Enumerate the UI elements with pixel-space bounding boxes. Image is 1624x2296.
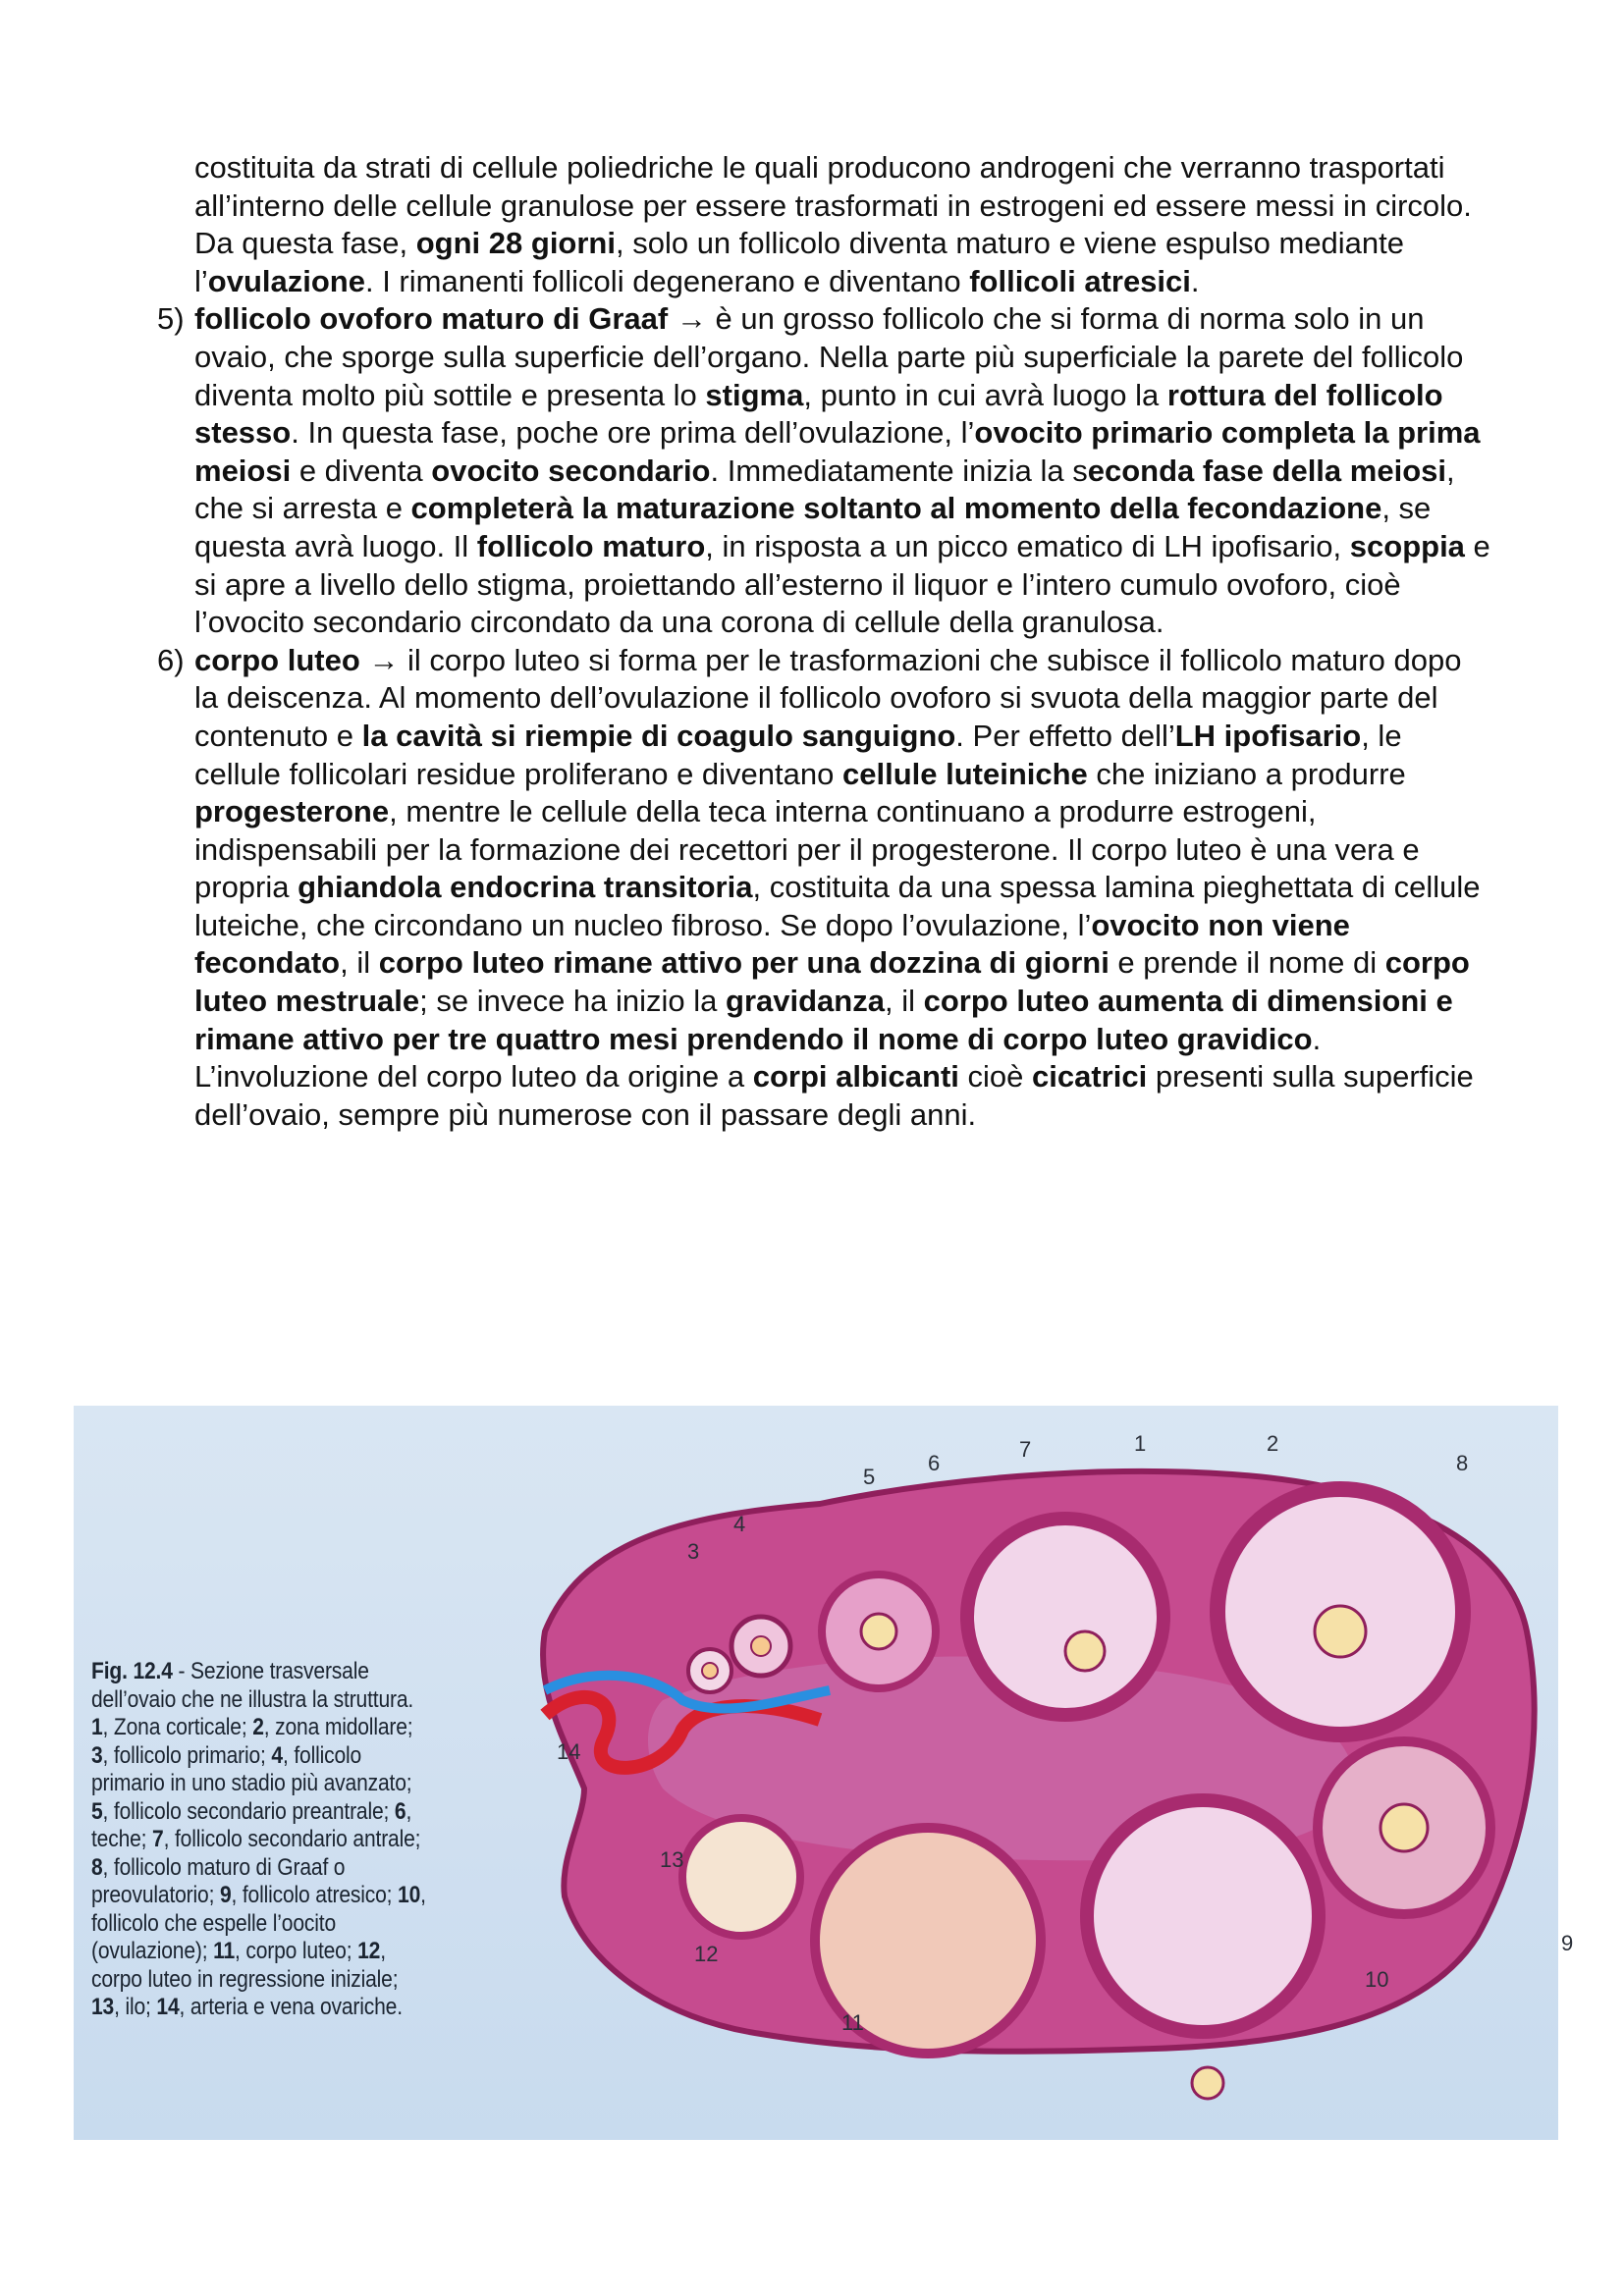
bold-text: cellule luteiniche [842,756,1088,791]
bold-text: 11 [213,1938,236,1964]
follicle-primary-advanced [731,1617,790,1676]
bold-text: corpi albicanti [752,1059,959,1095]
bold-text: follicolo maturo [476,528,706,563]
bold-text: 14 [156,1994,180,2020]
text: , follicolo primario; [102,1741,272,1769]
text: e si apre a livello dello stigma, proiettando all’esterno il liquor e l’intero cumulo ovoforo, cioè l’ovocito secondario circondato da una corona di cellule della granulosa. [194,528,1490,640]
bold-text: ogni 28 giorni [415,226,616,261]
ovary-illustration [74,1406,1574,2140]
bold-text: 2 [252,1714,264,1740]
bold-text: follicolo ovoforo maturo di Graaf [194,301,669,337]
text: , le cellule follicolari residue proliferano e diventano [194,718,1402,791]
text: . Immediatamente inizia la s [710,453,1088,488]
corpus-luteum-regression [682,1818,800,1936]
follicle-ovulating [1087,1800,1319,2099]
bold-text: 3 [91,1741,103,1769]
text: , follicolo atresico; [231,1882,399,1908]
item-number: 6) [157,642,185,677]
label-11: 11 [841,2010,864,2035]
text: . Per effetto dell’ [955,718,1175,753]
bold-text: progesterone [194,794,390,829]
text: , teche; [91,1797,412,1852]
text: che iniziano a produrre [1087,756,1406,791]
text: , il [340,945,379,981]
bold-text: scoppia [1349,528,1465,563]
text: , in risposta a un picco ematico di LH ipofisario, [705,528,1350,563]
label-3: 3 [687,1539,700,1564]
label-6: 6 [928,1451,941,1475]
ovary-figure [74,1406,1574,2140]
bold-text: completerà la maturazione soltanto al momento della fecondazione [410,491,1382,526]
text: . I rimanenti follicoli degenerano e diventano [364,263,970,298]
text: , follicolo secondario antrale; [163,1826,421,1852]
follicle-secondary-preantral [822,1575,936,1688]
text: , follicolo secondario preantrale; [102,1797,395,1825]
label-10: 10 [1365,1967,1389,1992]
bold-text: 1 [91,1714,103,1740]
label-13: 13 [660,1847,684,1872]
text: , se questa avrà luogo. Il [194,491,1432,563]
item-text [194,300,1492,641]
bold-text: Fig. 12.4 [91,1658,173,1684]
text: , punto in cui avrà luogo la [803,377,1167,412]
text: costituita da strati di cellule poliedriche le quali producono androgeni che verranno trasportati all’interno delle cellule granulose per essere trasformati in estrogeni ed essere messi in circolo. Da questa fase, [194,150,1472,261]
follicle-graaf [1218,1489,1463,1735]
bold-text: ovocito secondario [431,453,711,488]
bold-text: corpo luteo aumenta di dimensioni e rimane attivo per tre quattro mesi prendendo il nome di corpo luteo gravidico [194,984,1453,1056]
text: , follicolo maturo di Graaf o preovulatorio; [91,1853,346,1908]
label-1: 1 [1134,1431,1147,1456]
text: , costituita da una spessa lamina pieghettata di cellule luteiche, che circondano un nucleo fibroso. Se dopo l’ovulazione, l’ [194,870,1481,942]
bold-text: corpo luteo rimane attivo per una dozzina di giorni [378,945,1110,981]
bold-text: ovocito primario completa la prima meiosi [194,415,1481,488]
text: , follicolo primario in uno stadio più avanzato; [91,1741,412,1796]
bold-text: corpo luteo [194,642,360,677]
bold-text: ovulazione [207,263,365,298]
bold-text: 9 [219,1882,232,1908]
text: . [1190,263,1200,298]
label-8: 8 [1456,1451,1469,1475]
label-12: 12 [694,1942,719,1966]
bold-text: follicoli atresici [969,263,1191,298]
text: , che si arresta e [194,453,1455,526]
list-item-5 [157,300,1492,641]
text: , corpo luteo in regressione iniziale; [91,1938,399,1993]
text: . L’involuzione del corpo luteo da origine a [194,1021,1322,1095]
intro-paragraph [157,149,1492,300]
text: - Sezione trasversale dell’ovaio che ne illustra la struttura. [91,1658,414,1713]
bold-text: gravidanza [726,984,885,1019]
label-7: 7 [1019,1437,1032,1462]
text: ; se invece ha inizio la [419,984,727,1019]
text: e prende il nome di [1109,945,1385,981]
bold-text: ghiandola endocrina transitoria [298,870,753,905]
bold-text: 6 [394,1797,406,1825]
follicle-atresic [1318,1741,1490,1914]
bold-text: LH ipofisario [1174,718,1362,753]
bold-text: ovocito non viene fecondato [194,907,1350,981]
follicle-primary [688,1649,731,1692]
bold-text: 8 [91,1853,103,1881]
bold-text: rottura del follicolo stesso [194,377,1443,451]
label-5: 5 [863,1465,876,1489]
text: , ilo; [114,1994,157,2020]
bold-text: econda fase della meiosi [1087,453,1446,488]
text: , follicolo che espelle l’oocito (ovulazione); [91,1882,426,1964]
bold-text: corpo luteo mestruale [194,945,1470,1019]
item-text [194,642,1492,1135]
bold-text: cicatrici [1032,1059,1148,1095]
list-item-6 [157,642,1492,1135]
bold-text: stigma [705,377,804,412]
text: , il [884,984,924,1019]
label-4: 4 [733,1512,746,1536]
text: presenti sulla superficie dell’ovaio, sempre più numerose con il passare degli anni. [194,1059,1474,1132]
text: . In questa fase, poche ore prima dell’ovulazione, l’ [291,415,975,451]
text: , arteria e vena ovariche. [179,1994,403,2020]
text: cioè [958,1059,1033,1095]
label-9: 9 [1561,1931,1574,1955]
document-body [157,149,1492,1134]
item-number: 5) [157,301,185,337]
bold-text: 12 [357,1938,381,1964]
text: → è un grosso follicolo che si forma di norma solo in un ovaio, che sporge sulla superficie dell’organo. Nella parte più superficiale la parete del follicolo diventa molto più sottile e presenta lo [194,301,1464,412]
text: e diventa [291,453,432,488]
bold-text: 13 [91,1994,115,2020]
label-14: 14 [557,1739,581,1764]
bold-text: 7 [152,1826,164,1852]
text: , zona midollare; [263,1714,413,1740]
text: , Zona corticale; [102,1714,253,1740]
bold-text: 10 [398,1882,421,1908]
follicle-secondary-antral [967,1519,1164,1715]
bold-text: la cavità si riempie di coagulo sanguigno [361,718,956,753]
label-2: 2 [1267,1431,1279,1456]
text: , corpo luteo; [235,1938,358,1964]
text: → il corpo luteo si forma per le trasformazioni che subisce il follicolo maturo dopo la deiscenza. Al momento dell’ovulazione il follicolo ovoforo si svuota della maggior parte del contenuto e [194,642,1462,753]
bold-text: 4 [271,1741,283,1769]
bold-text: 5 [91,1797,103,1825]
text: , solo un follicolo diventa maturo e viene espulso mediante l’ [194,226,1405,298]
text: , mentre le cellule della teca interna continuano a produrre estrogeni, indispensabili per la formazione dei recettori per il progesterone. Il corpo luteo è una vera e propria [194,794,1420,905]
